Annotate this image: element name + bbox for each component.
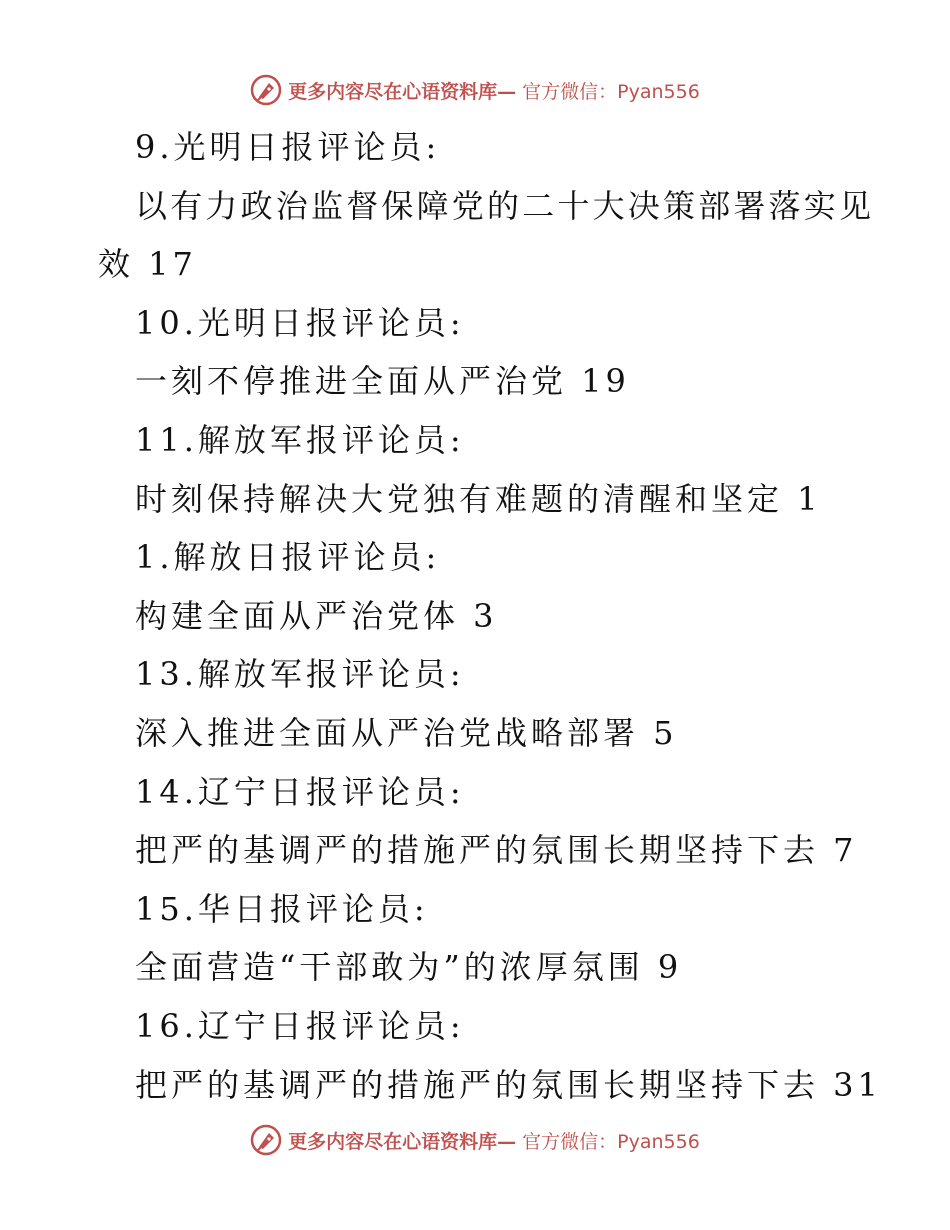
document-line: 13.解放军报评论员:: [135, 655, 465, 694]
document-line: 15.华日报评论员:: [135, 889, 429, 928]
document-line: 把严的基调严的措施严的氛围长期坚持下去 7: [135, 831, 858, 870]
document-body: [98, 118, 898, 1114]
header-banner-text: 更多内容尽在心语资料库—: [288, 80, 517, 103]
document-line: 效 17: [98, 245, 197, 284]
document-line: 10.光明日报评论员:: [135, 303, 465, 342]
footer-banner: [0, 1120, 950, 1160]
footer-banner-text: 更多内容尽在心语资料库—: [288, 1130, 517, 1153]
document-line: 11.解放军报评论员:: [135, 420, 465, 459]
document-line: 一刻不停推进全面从严治党 19: [135, 362, 630, 401]
pen-nib-logo-icon: [250, 74, 282, 106]
document-line: 全面营造“干部敢为”的浓厚氛围 9: [135, 948, 683, 987]
document-line: 时刻保持解决大党独有难题的清醒和坚定 1: [135, 479, 822, 518]
document-line: 把严的基调严的措施严的氛围长期坚持下去 31: [135, 1065, 882, 1104]
header-banner-contact: 官方微信：Pyan556: [522, 80, 700, 103]
document-line: 16.辽宁日报评论员:: [135, 1006, 465, 1045]
header-banner: [0, 70, 950, 110]
pen-nib-logo-icon: [250, 1124, 282, 1156]
footer-banner-contact: 官方微信：Pyan556: [522, 1130, 700, 1153]
document-line: 9.光明日报评论员:: [135, 128, 441, 166]
document-line: 以有力政治监督保障党的二十大决策部署落实见: [135, 186, 875, 225]
document-line: 深入推进全面从严治党战略部署 5: [135, 713, 678, 752]
header-banner-content: [250, 74, 700, 106]
document-line: 构建全面从严治党体 3: [135, 596, 498, 635]
footer-banner-content: [250, 1124, 700, 1156]
document-line: 14.辽宁日报评论员:: [135, 772, 465, 811]
document-line: 1.解放日报评论员:: [135, 538, 441, 577]
